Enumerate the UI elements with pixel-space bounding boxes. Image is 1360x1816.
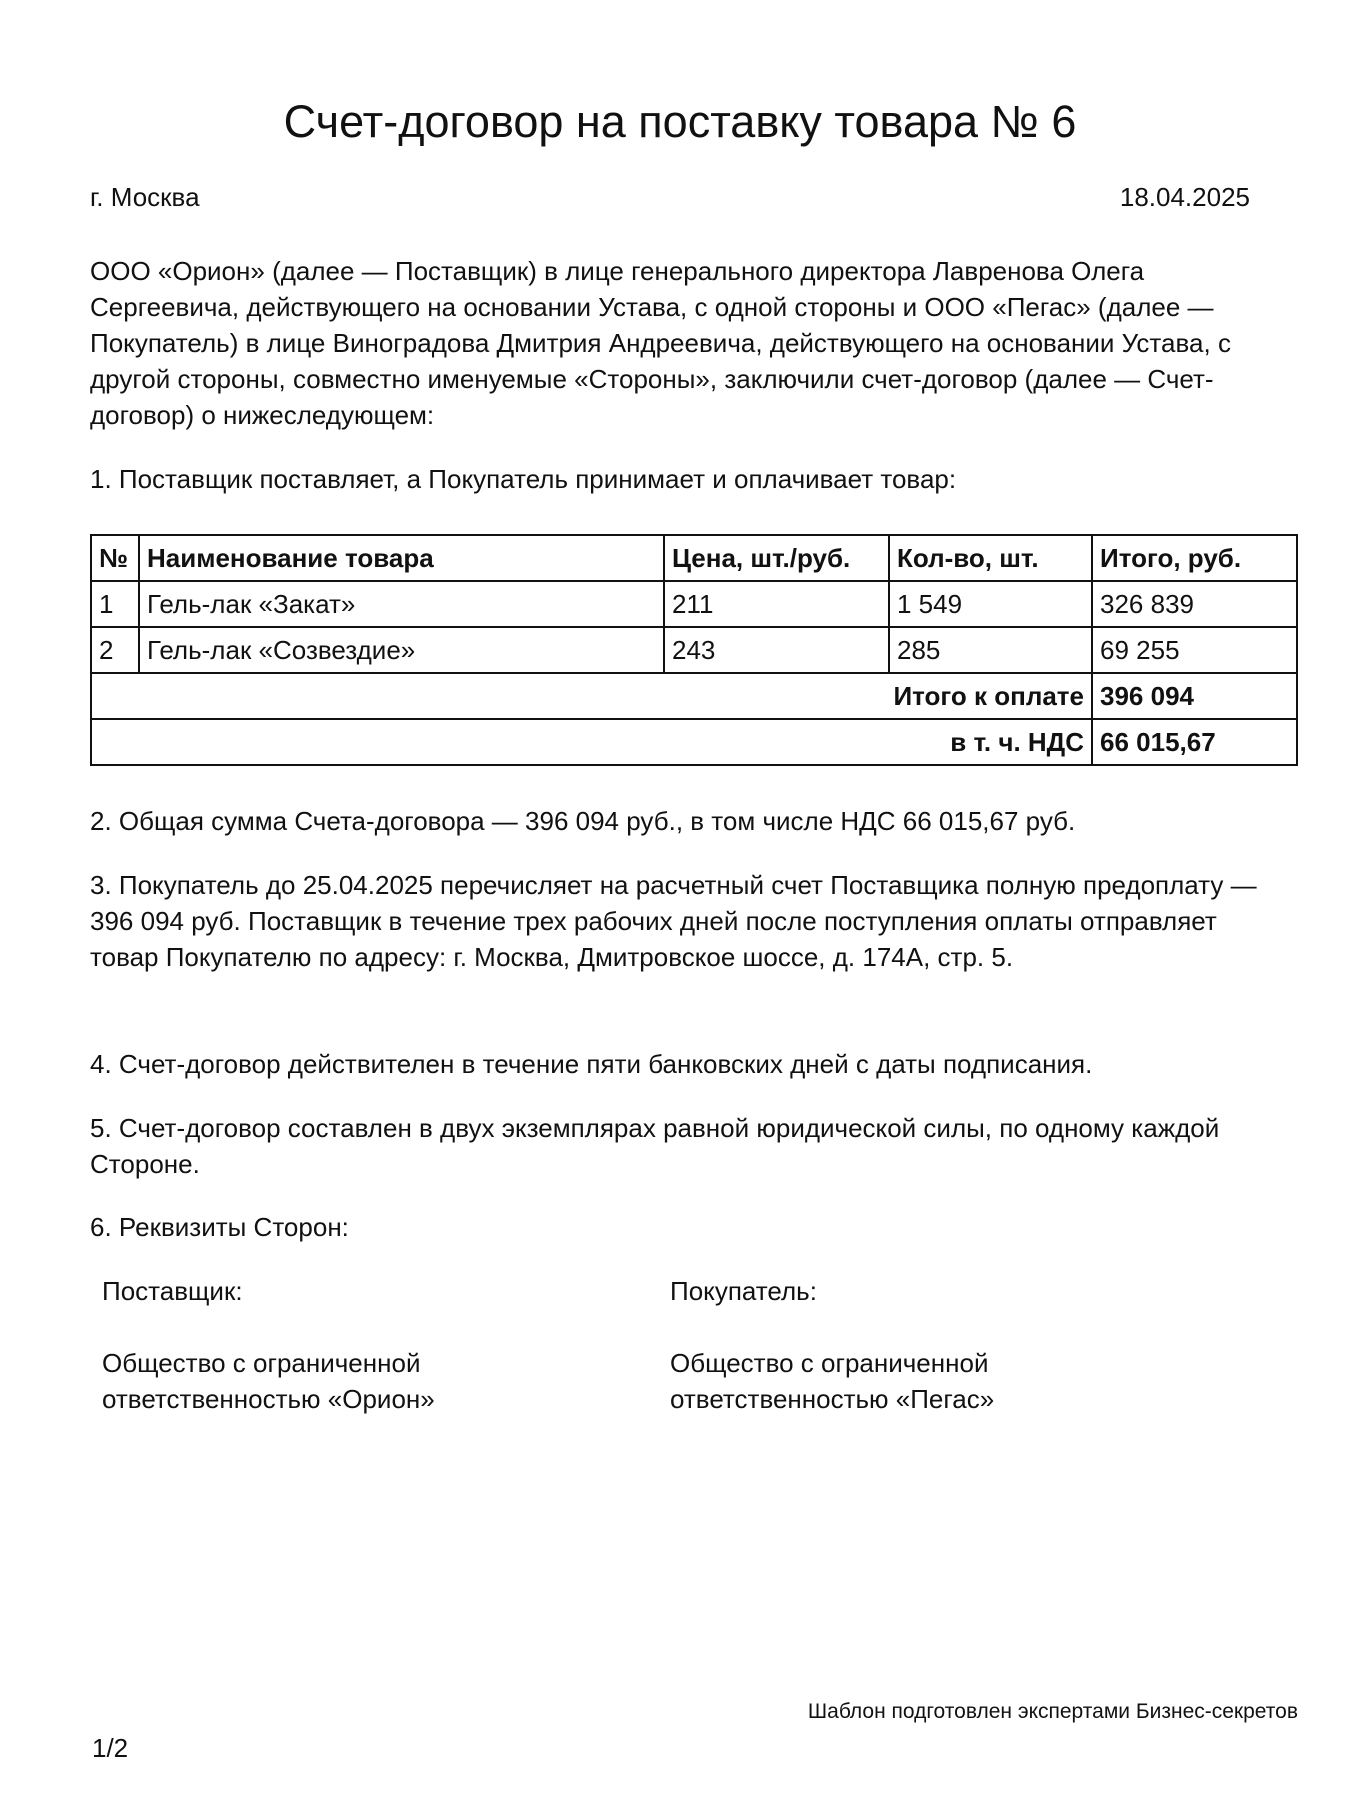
- vat-value: 66 015,67: [1092, 719, 1297, 765]
- buyer-role: Покупатель:: [670, 1276, 817, 1306]
- table-row: [91, 581, 1297, 627]
- total-row: [91, 673, 1297, 719]
- clause-5: 5. Счет-договор составлен в двух экземплярах равной юридической силы, по одному каждой Стороне.: [90, 1113, 1220, 1179]
- city: г. Москва: [90, 182, 200, 212]
- supplier-details: [102, 1273, 435, 1417]
- header-number: №: [91, 535, 139, 581]
- cell-quantity: 285: [889, 627, 1092, 673]
- clause-1: 1. Поставщик поставляет, а Покупатель принимает и оплачивает товар:: [90, 464, 957, 494]
- page-number: 1/2: [92, 1733, 129, 1763]
- cell-name: Гель-лак «Созвездие»: [139, 627, 664, 673]
- clause-2: 2. Общая сумма Счета-договора — 396 094 руб., в том числе НДС 66 015,67 руб.: [90, 806, 1076, 836]
- cell-total: 69 255: [1092, 627, 1297, 673]
- header-total: Итого, руб.: [1092, 535, 1297, 581]
- supplier-name-line2: ответственностью «Орион»: [102, 1384, 435, 1414]
- cell-total: 326 839: [1092, 581, 1297, 627]
- total-value: 396 094: [1092, 673, 1297, 719]
- supplier-role: Поставщик:: [102, 1276, 243, 1306]
- cell-price: 243: [664, 627, 889, 673]
- cell-number: 2: [91, 627, 139, 673]
- clause-3: 3. Покупатель до 25.04.2025 перечисляет на расчетный счет Поставщика полную предоплату — 396 094 руб. Поставщик в течение трех рабочих дней после поступления оплаты отправляет товар Покупателю по адресу: г. Москва, Дмитровское шоссе, д. 174А, стр. 5.: [90, 870, 1257, 972]
- template-credit: Шаблон подготовлен экспертами Бизнес-секретов: [807, 1700, 1298, 1723]
- header-name: Наименование товара: [139, 535, 664, 581]
- cell-name: Гель-лак «Закат»: [139, 581, 664, 627]
- clause-6: 6. Реквизиты Сторон:: [90, 1212, 349, 1242]
- cell-number: 1: [91, 581, 139, 627]
- cell-quantity: 1 549: [889, 581, 1092, 627]
- header-price: Цена, шт./руб.: [664, 535, 889, 581]
- vat-row: [91, 719, 1297, 765]
- table-header-row: [91, 535, 1297, 581]
- clause-4: 4. Счет-договор действителен в течение пяти банковских дней с даты подписания.: [90, 1049, 1093, 1079]
- header-quantity: Кол-во, шт.: [889, 535, 1092, 581]
- buyer-details: [670, 1273, 994, 1417]
- document-title: Счет-договор на поставку товара № 6: [283, 96, 1077, 147]
- document-date: 18.04.2025: [1119, 182, 1250, 212]
- buyer-name-line2: ответственностью «Пегас»: [670, 1384, 995, 1414]
- cell-price: 211: [664, 581, 889, 627]
- goods-table: [90, 534, 1298, 766]
- total-label: Итого к оплате: [91, 673, 1092, 719]
- intro-paragraph: ООО «Орион» (далее — Поставщик) в лице генерального директора Лавренова Олега Сергеевича, действующего на основании Устава, с одной стороны и ООО «Пегас» (далее — Покупатель) в лице Виноградова Дмитрия Андреевича, действующего на основании Устава, с другой стороны, совместно именуемые «Стороны», заключили счет-договор (далее — Счет-договор) о нижеследующем:: [90, 256, 1231, 430]
- supplier-name-line1: Общество с ограниченной: [102, 1348, 421, 1378]
- table-row: [91, 627, 1297, 673]
- buyer-name-line1: Общество с ограниченной: [670, 1348, 989, 1378]
- vat-label: в т. ч. НДС: [91, 719, 1092, 765]
